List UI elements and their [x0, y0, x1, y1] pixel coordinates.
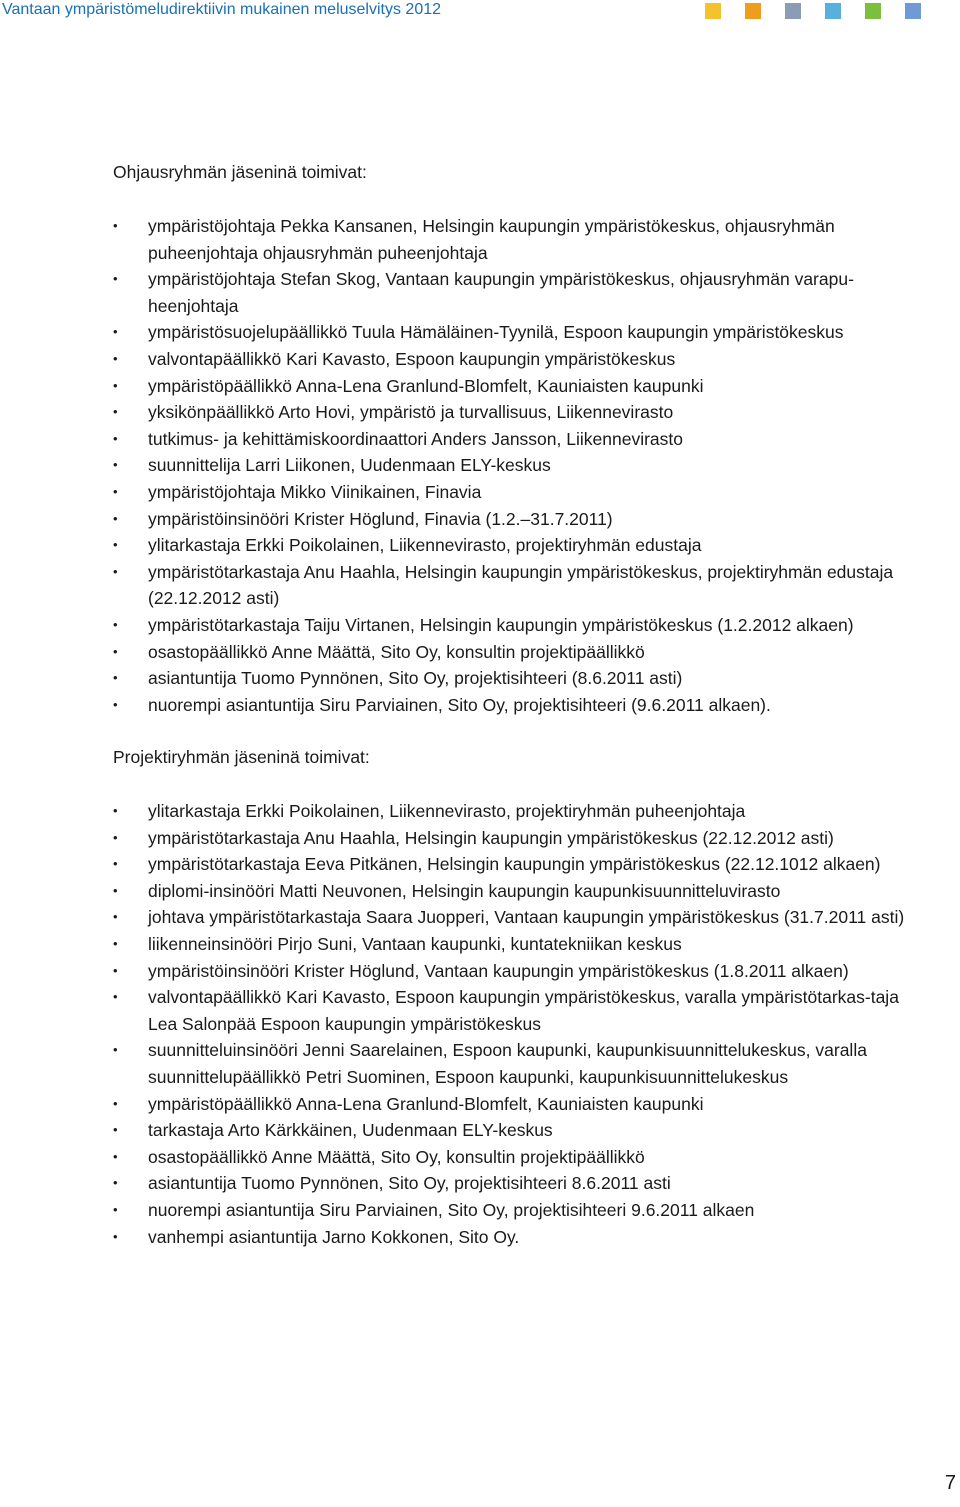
- bullet-icon: •: [113, 1148, 118, 1164]
- member-text: ylitarkastaja Erkki Poikolainen, Liikennevirasto, projektiryhmän edustaja: [148, 535, 702, 556]
- bullet-icon: •: [113, 803, 118, 818]
- member-text: johtava ympäristötarkastaja Saara Juopperi, Vantaan kaupungin ympäristökeskus (31.7.2011 asti): [148, 907, 905, 928]
- list-item: [113, 1037, 925, 1090]
- project-group-heading: Projektiryhmän jäseninä toimivat:: [113, 747, 370, 767]
- bullet-icon: •: [113, 324, 118, 340]
- blue-square: [905, 3, 921, 19]
- bullet-icon: •: [113, 350, 118, 366]
- list-item: [113, 346, 925, 373]
- steering-group-heading: Ohjausryhmän jäseninä toimivat:: [113, 162, 367, 182]
- list-item: [113, 665, 925, 692]
- bullet-icon: •: [113, 218, 118, 233]
- bullet-icon: •: [113, 430, 118, 446]
- member-text: vanhempi asiantuntija Jarno Kokkonen, Sito Oy.: [148, 1226, 520, 1247]
- member-text: nuorempi asiantuntija Siru Parviainen, Sito Oy, projektisihteeri (9.6.2011 alkaen).: [148, 694, 771, 715]
- list-item: [113, 373, 925, 400]
- member-text: asiantuntija Tuomo Pynnönen, Sito Oy, projektisihteeri (8.6.2011 asti): [148, 668, 683, 689]
- project-group-list: [113, 798, 925, 1250]
- member-text: ympäristöjohtaja Stefan Skog, Vantaan kaupungin ympäristökeskus, ohjausryhmän varapu-heenjohtaja: [148, 269, 854, 316]
- member-text: ympäristöjohtaja Pekka Kansanen, Helsingin kaupungin ympäristökeskus, ohjausryhmän puheenjohtaja ohjausryhmän puheenjohtaja: [148, 216, 835, 263]
- list-item: [113, 213, 925, 266]
- list-item: [113, 266, 925, 319]
- bullet-icon: •: [113, 404, 118, 420]
- list-item: [113, 426, 925, 453]
- bullet-icon: •: [113, 1122, 118, 1138]
- list-item: [113, 798, 925, 825]
- bullet-icon: •: [113, 616, 118, 632]
- bullet-icon: •: [113, 643, 118, 659]
- running-header-title: Vantaan ympäristömeludirektiivin mukainen meluselvitys 2012: [2, 1, 442, 18]
- member-text: asiantuntija Tuomo Pynnönen, Sito Oy, projektisihteeri 8.6.2011 asti: [148, 1173, 671, 1194]
- member-text: valvontapäällikkö Kari Kavasto, Espoon kaupungin ympäristökeskus, varalla ympäristötarkas-taja Lea Salonpää Espoon kaupungin ympäristökeskus: [148, 987, 899, 1034]
- bullet-icon: •: [113, 1095, 118, 1111]
- page-header: [0, 0, 960, 24]
- green-square: [865, 3, 881, 19]
- bullet-icon: •: [113, 1175, 118, 1191]
- list-item: [113, 319, 925, 346]
- list-item: [113, 904, 925, 931]
- bullet-icon: •: [113, 989, 118, 1005]
- light-blue-square: [825, 3, 841, 19]
- member-text: osastopäällikkö Anne Määttä, Sito Oy, konsultin projektipäällikkö: [148, 641, 645, 662]
- member-text: ympäristötarkastaja Eeva Pitkänen, Helsingin kaupungin ympäristökeskus (22.12.1012 alkaen): [148, 854, 881, 875]
- list-item: [113, 399, 925, 426]
- bullet-icon: •: [113, 510, 118, 526]
- bullet-icon: •: [113, 856, 118, 872]
- steering-group-list: [113, 213, 925, 718]
- list-item: [113, 958, 925, 985]
- member-text: ympäristöpäällikkö Anna-Lena Granlund-Blomfelt, Kauniaisten kaupunki: [148, 1093, 704, 1114]
- member-text: ympäristötarkastaja Anu Haahla, Helsingin kaupungin ympäristökeskus, projektiryhmän edustaja (22.12.2012 asti): [148, 561, 894, 609]
- list-item: [113, 984, 925, 1037]
- list-item: [113, 851, 925, 878]
- list-item: [113, 1117, 925, 1144]
- bullet-icon: •: [113, 670, 118, 686]
- list-item: [113, 1091, 925, 1118]
- member-text: tarkastaja Arto Kärkkäinen, Uudenmaan ELY-keskus: [148, 1120, 553, 1141]
- member-text: ympäristötarkastaja Anu Haahla, Helsingin kaupungin ympäristökeskus (22.12.2012 asti): [148, 827, 834, 848]
- list-item: [113, 639, 925, 666]
- member-text: nuorempi asiantuntija Siru Parviainen, Sito Oy, projektisihteeri 9.6.2011 alkaen: [148, 1199, 755, 1220]
- member-text: ympäristöjohtaja Mikko Viinikainen, Finavia: [148, 481, 482, 502]
- list-item: [113, 479, 925, 506]
- list-item: [113, 452, 925, 479]
- list-item: [113, 878, 925, 905]
- bullet-icon: •: [113, 271, 118, 287]
- member-text: liikenneinsinööri Pirjo Suni, Vantaan kaupunki, kuntatekniikan keskus: [148, 933, 682, 954]
- list-item: [113, 612, 925, 639]
- member-text: valvontapäällikkö Kari Kavasto, Espoon kaupungin ympäristökeskus: [148, 348, 676, 369]
- bullet-icon: •: [113, 1228, 118, 1244]
- slate-square: [785, 3, 801, 19]
- list-item: [113, 1224, 925, 1251]
- bullet-icon: •: [113, 1042, 118, 1058]
- bullet-icon: •: [113, 962, 118, 978]
- list-item: [113, 931, 925, 958]
- list-item: [113, 559, 925, 612]
- member-text: yksikönpäällikkö Arto Hovi, ympäristö ja turvallisuus, Liikennevirasto: [148, 402, 674, 423]
- member-text: osastopäällikkö Anne Määttä, Sito Oy, konsultin projektipäällikkö: [148, 1146, 645, 1167]
- member-text: ylitarkastaja Erkki Poikolainen, Liikennevirasto, projektiryhmän puheenjohtaja: [148, 801, 746, 821]
- member-text: suunnittelija Larri Liikonen, Uudenmaan ELY-keskus: [148, 455, 551, 476]
- bullet-icon: •: [113, 882, 118, 898]
- list-item: [113, 692, 925, 719]
- member-text: tutkimus- ja kehittämiskoordinaattori Anders Jansson, Liikennevirasto: [148, 428, 683, 449]
- member-text: ympäristöinsinööri Krister Höglund, Finavia (1.2.–31.7.2011): [148, 508, 613, 529]
- bullet-icon: •: [113, 483, 118, 499]
- list-item: [113, 506, 925, 533]
- member-text: ympäristösuojelupäällikkö Tuula Hämäläinen-Tyynilä, Espoon kaupungin ympäristökeskus: [148, 322, 844, 343]
- member-text: ympäristöinsinööri Krister Höglund, Vantaan kaupungin ympäristökeskus (1.8.2011 alkaen): [148, 960, 849, 981]
- member-text: ympäristöpäällikkö Anna-Lena Granlund-Blomfelt, Kauniaisten kaupunki: [148, 375, 704, 396]
- list-item: [113, 1197, 925, 1224]
- list-item: [113, 1144, 925, 1171]
- list-item: [113, 825, 925, 852]
- bullet-icon: •: [113, 696, 118, 712]
- page-number: 7: [944, 1472, 956, 1494]
- member-text: suunnitteluinsinööri Jenni Saarelainen, Espoon kaupunki, kaupunkisuunnittelukeskus, varalla suunnittelupäällikkö Petri Suominen, Espoon kaupunki, kaupunkisuunnittelukeskus: [148, 1040, 867, 1087]
- bullet-icon: •: [113, 563, 118, 579]
- bullet-icon: •: [113, 935, 118, 951]
- member-text: ympäristötarkastaja Taiju Virtanen, Helsingin kaupungin ympäristökeskus (1.2.2012 alkaen): [148, 614, 854, 635]
- bullet-icon: •: [113, 829, 118, 845]
- member-text: diplomi-insinööri Matti Neuvonen, Helsingin kaupungin kaupunkisuunnitteluvirasto: [148, 880, 781, 901]
- bullet-icon: •: [113, 1201, 118, 1217]
- bullet-icon: •: [113, 909, 118, 925]
- bullet-icon: •: [113, 537, 118, 553]
- list-item: [113, 1170, 925, 1197]
- yellow-square: [705, 3, 721, 19]
- bullet-icon: •: [113, 457, 118, 473]
- bullet-icon: •: [113, 377, 118, 393]
- list-item: [113, 532, 925, 559]
- orange-square: [745, 3, 761, 19]
